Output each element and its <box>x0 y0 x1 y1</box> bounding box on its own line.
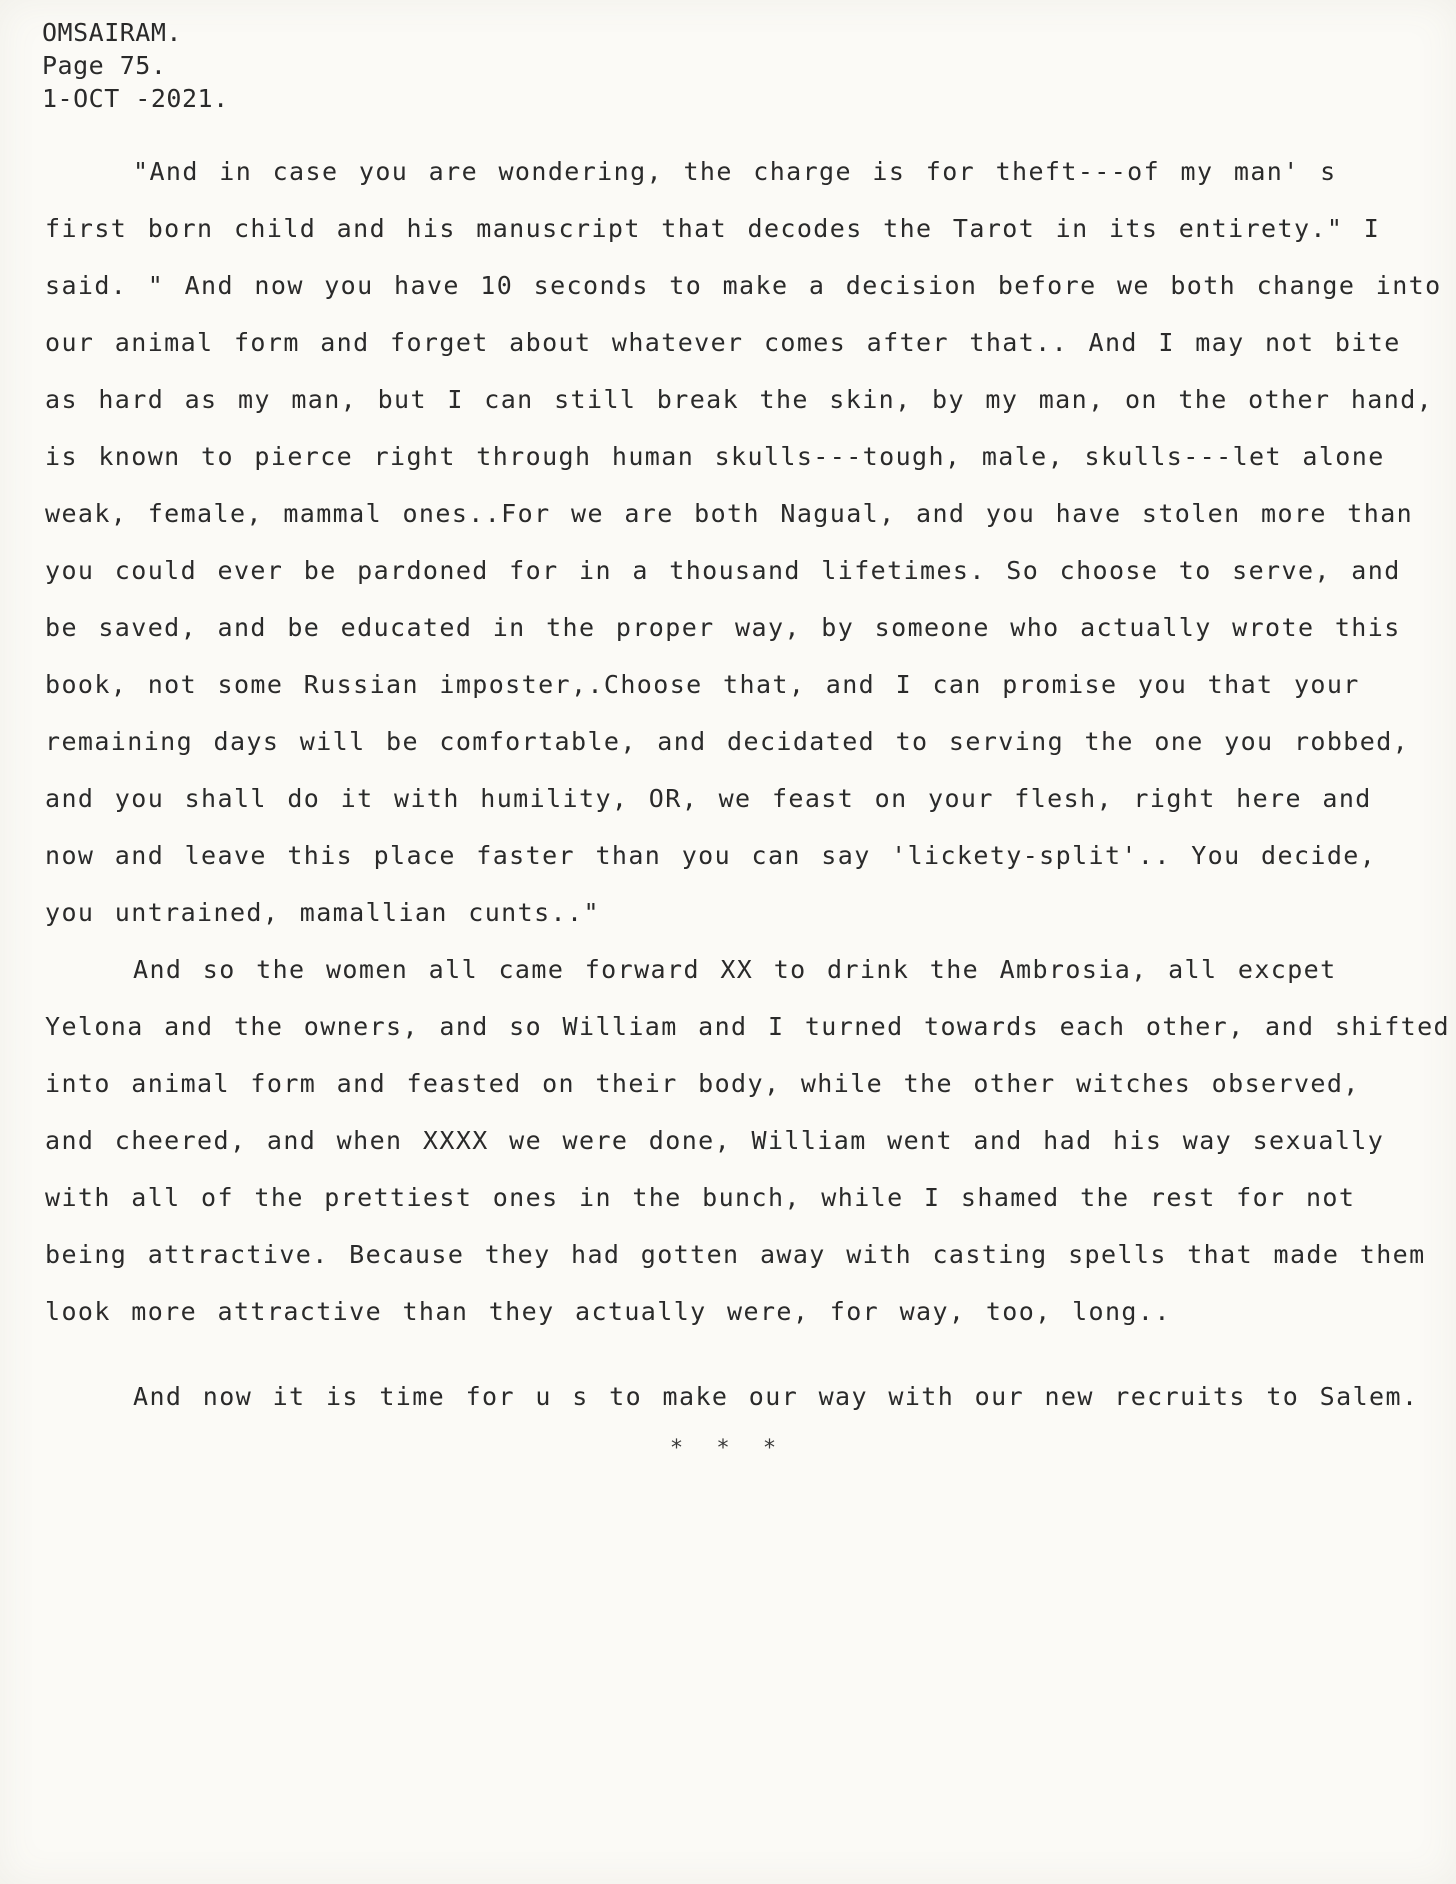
text-line: said. " And now you have 10 seconds to make a decision before we both change into <box>45 271 1442 300</box>
paragraph-1 <box>45 152 1445 950</box>
text-line: as hard as my man, but I can still break the skin, by my man, on the other hand, <box>45 385 1434 414</box>
text-line: into animal form and feasted on their body, while the other witches observed, <box>45 1069 1360 1098</box>
text-line: now and leave this place faster than you can say 'lickety-split'.. You decide, <box>45 841 1377 870</box>
body-text <box>45 152 1451 1434</box>
text-line: and cheered, and when XXXX we were done, William went and had his way sexually <box>45 1126 1385 1155</box>
text-line: with all of the prettiest ones in the bunch, while I shamed the rest for not <box>45 1183 1356 1212</box>
section-break-asterisks: * * * <box>669 1436 787 1461</box>
header-title: OMSAIRAM. <box>42 18 182 47</box>
text-line: our animal form and forget about whatever comes after that.. And I may not bite <box>45 328 1401 357</box>
header-date: 1-OCT -2021. <box>42 84 229 113</box>
text-line: you could ever be pardoned for in a thousand lifetimes. So choose to serve, and <box>45 556 1401 585</box>
text-line: weak, female, mammal ones..For we are both Nagual, and you have stolen more than <box>45 499 1414 528</box>
text-line: look more attractive than they actually were, for way, too, long.. <box>45 1297 1171 1326</box>
text-line: book, not some Russian imposter,.Choose that, and I can promise you that your <box>45 670 1360 699</box>
text-line: be saved, and be educated in the proper way, by someone who actually wrote this <box>45 613 1401 642</box>
text-line: is known to pierce right through human skulls---tough, male, skulls---let alone <box>45 442 1385 471</box>
text-line: first born child and his manuscript that decodes the Tarot in its entirety." I <box>45 214 1381 243</box>
header-page-number: Page 75. <box>42 51 167 80</box>
text-line: Yelona and the owners, and so William and I turned towards each other, and shifted <box>45 1012 1451 1041</box>
text-line: you untrained, mamallian cunts.." <box>45 898 600 927</box>
text-line: And now it is time for u s to make our way with our new recruits to Salem. <box>133 1382 1419 1411</box>
text-line: "And in case you are wondering, the charge is for theft---of my man' s <box>133 157 1337 186</box>
paragraph-2 <box>45 950 1451 1349</box>
text-line: remaining days will be comfortable, and decidated to serving the one you robbed, <box>45 727 1410 756</box>
text-line: being attractive. Because they had gotten away with casting spells that made them <box>45 1240 1426 1269</box>
text-line: and you shall do it with humility, OR, we feast on your flesh, right here and <box>45 784 1372 813</box>
page-header <box>42 16 229 115</box>
paragraph-3 <box>45 1377 1445 1434</box>
text-line: And so the women all came forward XX to drink the Ambrosia, all excpet <box>133 955 1337 984</box>
